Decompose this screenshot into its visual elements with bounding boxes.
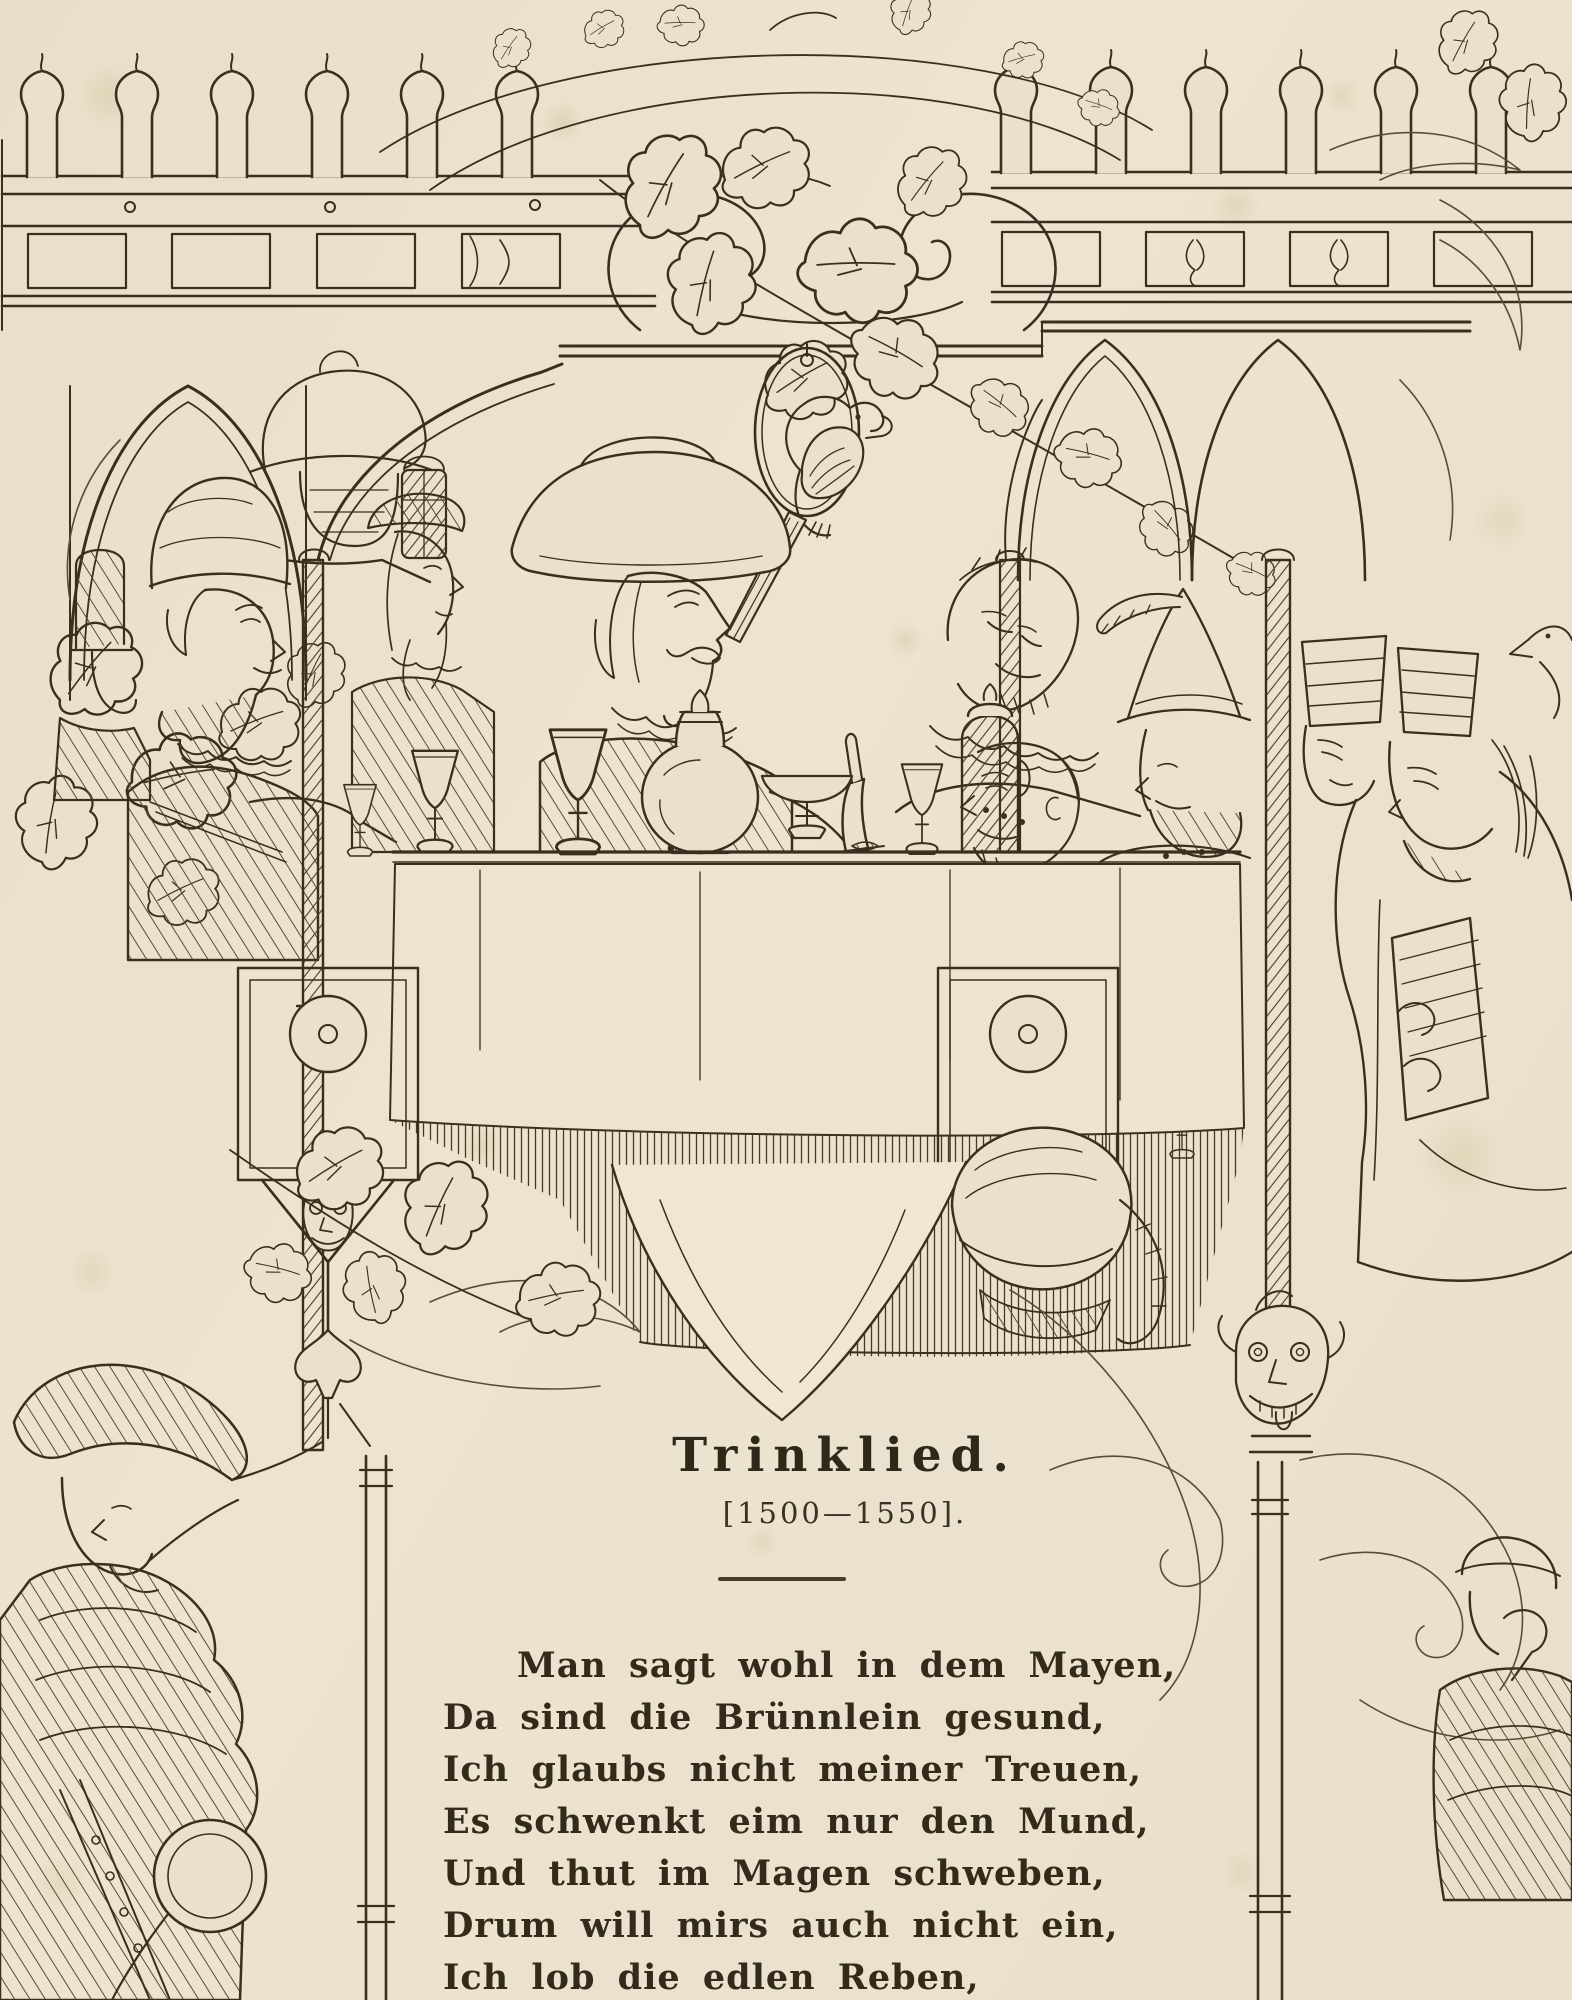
poem-line: Ich glaubs nicht meiner Treuen, (443, 1749, 1142, 1790)
bird-scroll-right-edge (1510, 626, 1572, 718)
title-divider-rule (718, 1577, 846, 1581)
poem-line: Drum will mirs auch nicht ein, (443, 1905, 1119, 1946)
drinker-leaning-cloak (1336, 740, 1572, 1281)
poem-line: Und thut im Magen schweben, (443, 1853, 1106, 1894)
song-title: Trinklied. (672, 1428, 1018, 1483)
poem-text (443, 1640, 1177, 2000)
pole-left (340, 1404, 394, 2000)
margin-figure-right (1434, 1537, 1572, 1900)
fence-right (992, 50, 1572, 302)
margin-figure-left (0, 1365, 322, 2000)
drinker-pointed-hat (1097, 589, 1250, 862)
fence-left (2, 54, 655, 330)
poem-line: Da sind die Brünnlein gesund, (443, 1697, 1106, 1738)
poem-line: Es schwenkt eim nur den Mund, (443, 1801, 1150, 1842)
grotesque-mask (1218, 1291, 1344, 1452)
wine-jug (642, 690, 758, 853)
goblet-right (902, 764, 943, 854)
column-right (1262, 550, 1294, 1337)
poem-line: Man sagt wohl in dem Mayen, (517, 1645, 1177, 1686)
pole-right (1250, 1462, 1290, 2000)
poem-line: Ich lob die edlen Reben, (443, 1957, 980, 1998)
song-date-range: [1500—1550]. (722, 1496, 968, 1530)
